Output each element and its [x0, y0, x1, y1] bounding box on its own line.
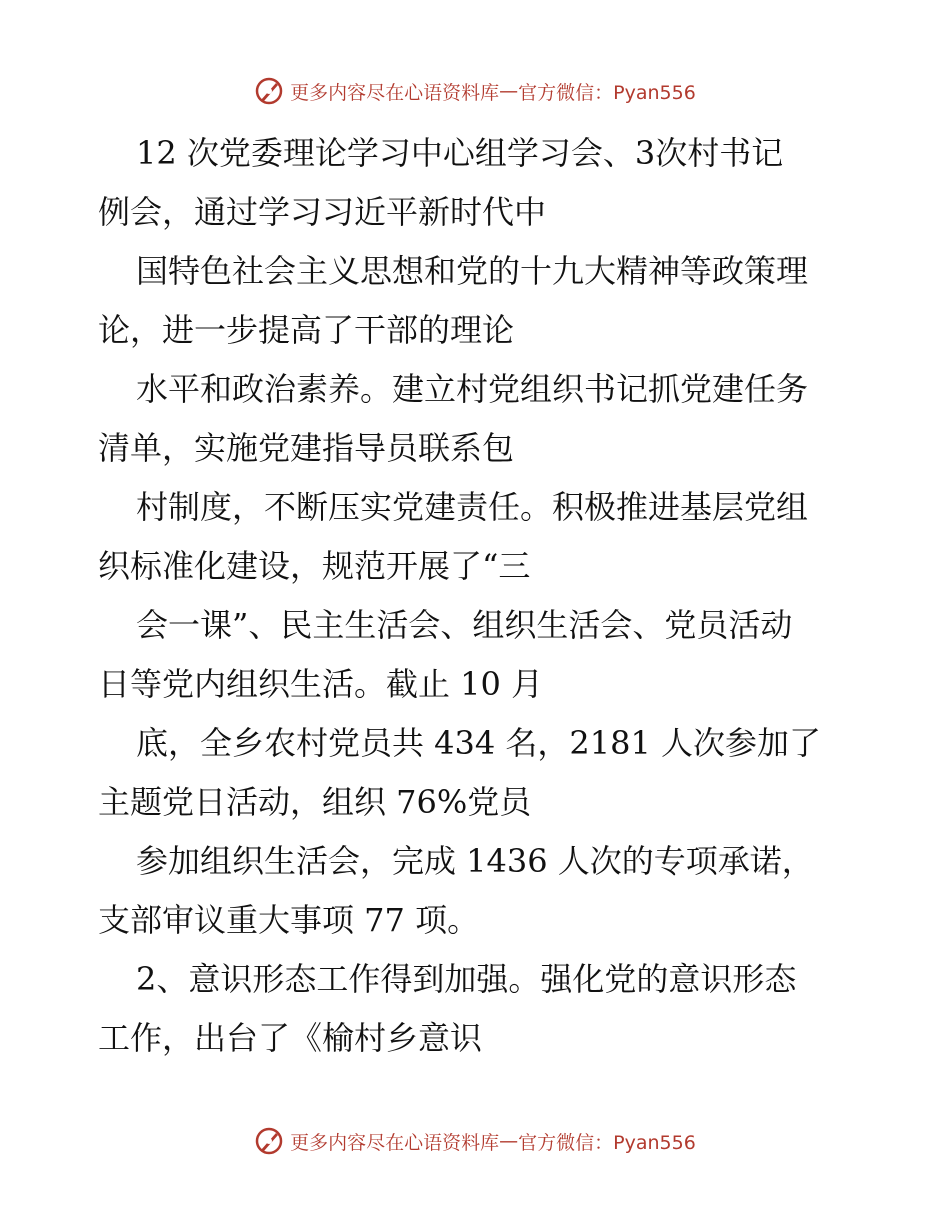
document-body [98, 124, 858, 1068]
paragraph-line: 例会，通过学习习近平新时代中 [98, 193, 547, 231]
paragraph-line: 清单，实施党建指导员联系包 [98, 429, 515, 467]
watermark-dash: — [499, 80, 519, 102]
paragraph-line: 参加组织生活会，完成 1436 人次的专项承诺， [136, 842, 814, 880]
paragraph-line: 国特色社会主义思想和党的十九大精神等政策理 [136, 252, 809, 290]
watermark-dash: — [499, 1130, 519, 1152]
paragraph-line: 12 次党委理论学习中心组学习会、3次村书记 [136, 134, 784, 172]
watermark-contact-text: 官方微信：Pyan556 [518, 81, 696, 104]
quill-logo-icon [254, 76, 284, 106]
paragraph-line: 论，进一步提高了干部的理论 [98, 311, 515, 349]
paragraph-line: 村制度，不断压实党建责任。积极推进基层党组 [136, 488, 809, 526]
paragraph-line: 底，全乡农村党员共 434 名，2181 人次参加了 [136, 724, 822, 762]
paragraph-line: 日等党内组织生活。截止 10 月 [98, 665, 544, 703]
watermark-main-text: 更多内容尽在心语资料库 [290, 81, 500, 104]
header-watermark [0, 76, 950, 106]
paragraph-line: 主题党日活动，组织 76%党员 [98, 783, 532, 821]
paragraph-line: 工作，出台了《榆村乡意识 [98, 1019, 483, 1057]
paragraph-line: 织标准化建设，规范开展了“三 [98, 547, 531, 585]
paragraph-line: 会一课”、民主生活会、组织生活会、党员活动 [136, 606, 793, 644]
footer-watermark [0, 1126, 950, 1156]
watermark-contact-text: 官方微信：Pyan556 [518, 1131, 696, 1154]
paragraph-line: 水平和政治素养。建立村党组织书记抓党建任务 [136, 370, 809, 408]
quill-logo-icon [254, 1126, 284, 1156]
paragraph-line: 2、意识形态工作得到加强。强化党的意识形态 [136, 960, 797, 998]
paragraph-line: 支部审议重大事项 77 项。 [98, 901, 480, 939]
watermark-main-text: 更多内容尽在心语资料库 [290, 1131, 500, 1154]
